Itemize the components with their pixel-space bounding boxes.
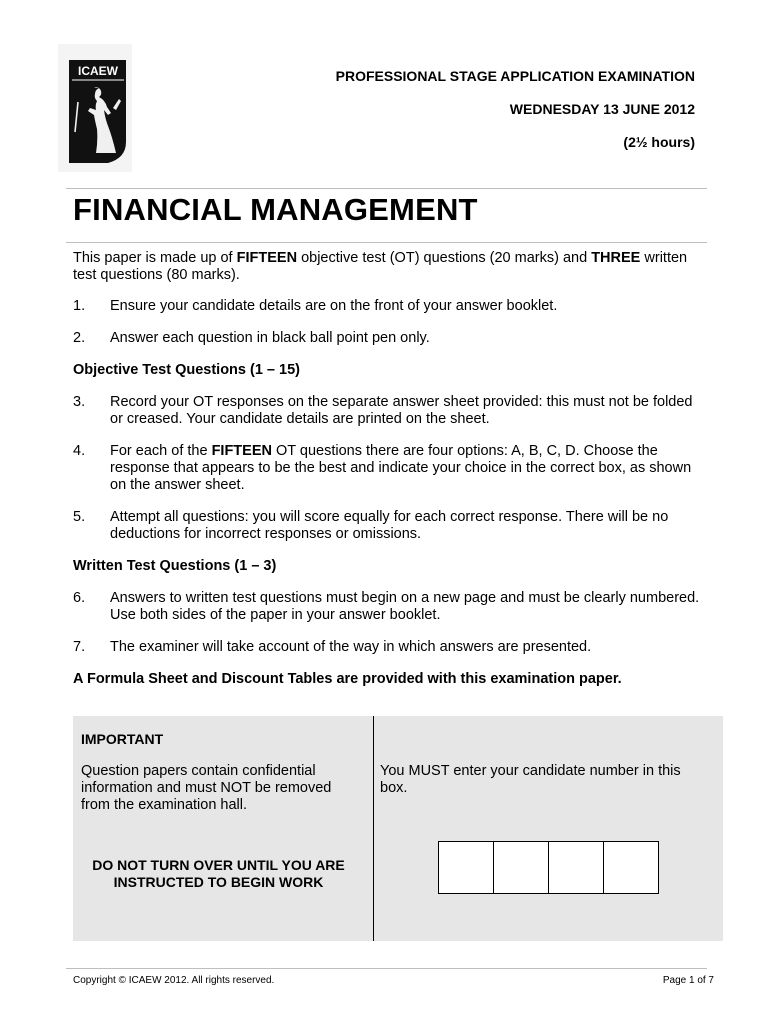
instruction-item: 4. For each of the FIFTEEN OT questions there are four options: A, B, C, D. Choose the response that appears to be the best and indicate your choice in the correct box, as shown on the answer sheet. (73, 443, 692, 493)
candidate-number-cell[interactable] (603, 841, 659, 894)
do-not-turn-over-warning: DO NOT TURN OVER UNTIL YOU ARE INSTRUCTED TO BEGIN WORK (92, 857, 345, 890)
instruction-item: 6. Answers to written test questions must begin on a new page and must be clearly numbered. Use both sides of the paper in your answer booklet. (73, 590, 700, 623)
instructions (73, 250, 703, 703)
page-title: FINANCIAL MANAGEMENT (73, 192, 478, 227)
copyright: Copyright © ICAEW 2012. All rights reserved. (73, 975, 275, 986)
instruction-item: 7. The examiner will take account of the way in which answers are presented. (73, 639, 592, 655)
wt-heading: Written Test Questions (1 – 3) (73, 558, 277, 574)
footer-divider (66, 968, 707, 969)
header-divider (66, 188, 707, 189)
page-number: Page 1 of 7 (662, 975, 714, 986)
candidate-number-instruction: You MUST enter your candidate number in this box. (380, 763, 681, 796)
instruction-item: 3. Record your OT responses on the separate answer sheet provided: this must not be folded or creased. Your candidate details are printed on the sheet. (73, 394, 693, 427)
instruction-item: 5. Attempt all questions: you will score equally for each correct response. There will be no deductions for incorrect responses or omissions. (73, 509, 669, 542)
box-divider (373, 716, 374, 941)
intro-paragraph: This paper is made up of FIFTEEN objective test (OT) questions (20 marks) and THREE written test questions (80 marks). (73, 250, 688, 283)
title-divider (66, 242, 707, 243)
important-text: Question papers contain confidential information and must NOT be removed from the examination hall. (81, 763, 332, 813)
formula-note: A Formula Sheet and Discount Tables are provided with this examination paper. (73, 671, 622, 687)
exam-date: WEDNESDAY 13 JUNE 2012 (509, 101, 695, 117)
icaew-logo (58, 44, 132, 172)
exam-header (336, 68, 695, 167)
exam-name: PROFESSIONAL STAGE APPLICATION EXAMINATION (335, 68, 695, 84)
ot-heading: Objective Test Questions (1 – 15) (73, 362, 300, 378)
candidate-number-boxes (438, 841, 659, 894)
candidate-number-cell[interactable] (493, 841, 549, 894)
important-box (73, 716, 723, 941)
logo-text: ICAEW (78, 64, 118, 78)
instruction-item: 1. Ensure your candidate details are on the front of your answer booklet. (73, 298, 558, 314)
candidate-number-cell[interactable] (438, 841, 494, 894)
candidate-number-cell[interactable] (548, 841, 604, 894)
exam-duration: (2½ hours) (623, 134, 695, 150)
important-title: IMPORTANT (81, 731, 164, 747)
instruction-item: 2. Answer each question in black ball point pen only. (73, 330, 430, 346)
